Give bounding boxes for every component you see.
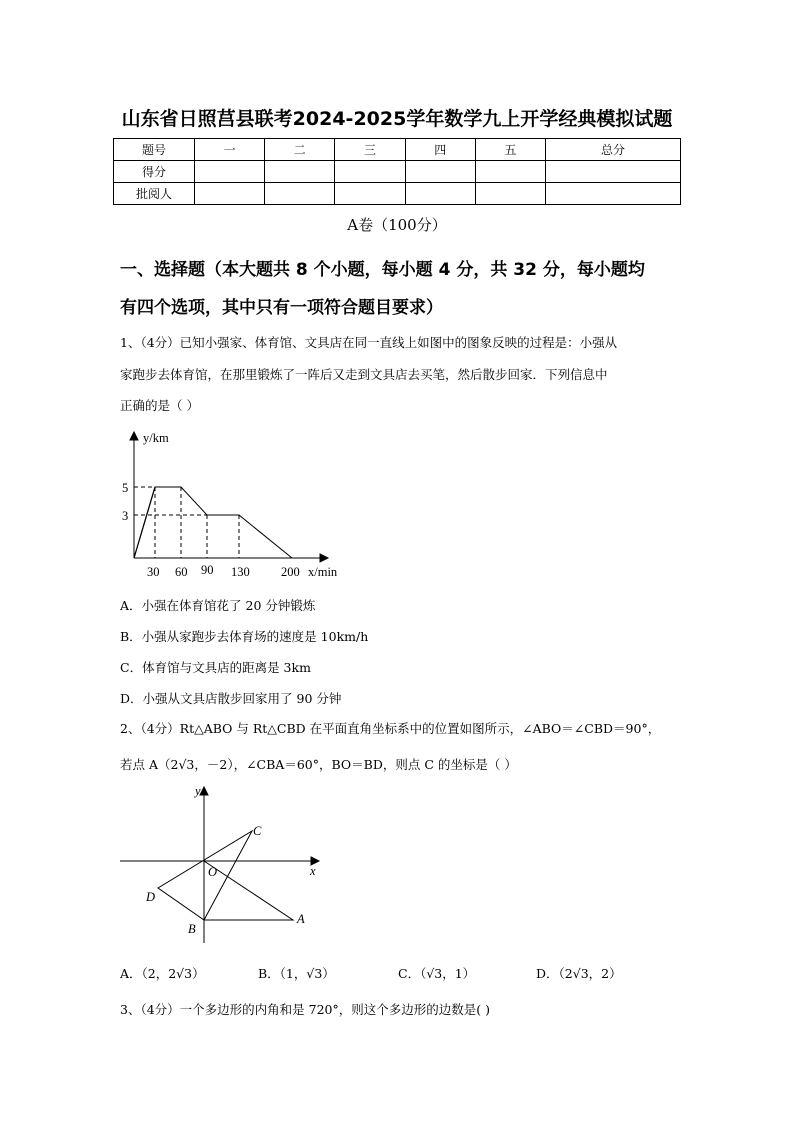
q2-text-line1: 2、（4分）Rt△ABO 与 Rt△CBD 在平面直角坐标系中的位置如图所示，∠ABO＝∠CBD＝90°， [120,721,661,736]
label-a: A [297,912,305,926]
part1-heading-line2: 有四个选项，其中只有一项符合题目要求） [120,298,443,318]
grader-row [114,183,681,205]
x-tick-130: 130 [231,565,250,579]
part1-heading-line1: 一、选择题（本大题共 8 个小题，每小题 4 分，共 32 分，每小题均 [120,260,645,280]
score-cell [335,161,405,183]
score-table-header-row [114,139,681,161]
y-axis-arrow [130,432,138,440]
exam-title: 山东省日照莒县联考2024-2025学年数学九上开学经典模拟试题 [121,108,673,130]
label-d: D [146,890,156,904]
x-tick-200: 200 [281,565,300,579]
row-label: 批阅人 [114,183,195,205]
q2-option-b[interactable]: B．（1，√3） [258,966,335,981]
q1-distance-time-graph [115,428,355,583]
q2-coordinate-figure [115,783,330,948]
q2-option-a[interactable]: A．（2，2√3） [120,966,205,981]
header-cell: 三 [335,139,405,161]
score-cell [475,161,545,183]
score-row [114,161,681,183]
y-axis-arrow [200,787,208,795]
score-cell [546,161,681,183]
label-y: y [195,784,201,798]
q1-text-line2: 家跑步去体育馆，在那里锻炼了一阵后又走到文具店去买笔，然后散步回家．下列信息中 [120,367,608,382]
x-tick-60: 60 [175,565,188,579]
q1-option-b[interactable]: B．小强从家跑步去体育场的速度是 10km/h [120,629,369,644]
y-tick-5: 5 [122,481,129,495]
score-table [113,138,681,205]
label-c: C [253,824,262,838]
y-axis-label: y/km [143,431,169,445]
q1-text-line1: 1、（4分）已知小强家、体育馆、文具店在同一直线上如图中的图象反映的过程是：小强从 [120,335,618,350]
q2-option-d[interactable]: D．（2√3，2） [536,966,622,981]
x-tick-30: 30 [147,565,160,579]
row-label: 得分 [114,161,195,183]
triangle-cbd [158,831,252,920]
label-o: O [208,865,218,879]
x-axis-arrow [320,554,328,562]
header-cell: 四 [405,139,475,161]
grader-cell [195,183,265,205]
q2-text-line2: 若点 A（2√3，－2），∠CBA＝60°，BO＝BD，则点 C 的坐标是（ ） [120,757,517,772]
q3-text-line1: 3、（4分）一个多边形的内角和是 720°，则这个多边形的边数是( ) [120,1002,490,1017]
x-axis-label: x/min [308,565,338,579]
q1-text-line3: 正确的是（ ） [120,398,199,413]
grader-cell [265,183,335,205]
grader-cell [335,183,405,205]
header-cell: 五 [475,139,545,161]
header-cell: 总分 [546,139,681,161]
grader-cell [475,183,545,205]
q1-option-d[interactable]: D．小强从文具店散步回家用了 90 分钟 [120,691,342,706]
grader-cell [546,183,681,205]
score-cell [195,161,265,183]
label-x: x [310,864,316,878]
header-cell: 一 [195,139,265,161]
header-cell: 题号 [114,139,195,161]
score-cell [265,161,335,183]
q2-option-c[interactable]: C．（√3，1） [398,966,476,981]
q1-option-c[interactable]: C．体育馆与文具店的距离是 3km [120,660,311,675]
score-cell [405,161,475,183]
q1-option-a[interactable]: A．小强在体育馆花了 20 分钟锻炼 [120,598,316,613]
section-a-title: A卷（100分） [347,216,447,234]
header-cell: 二 [265,139,335,161]
y-tick-3: 3 [122,509,129,523]
triangle-abo [204,861,293,920]
x-tick-90: 90 [201,563,214,577]
label-b: B [188,922,196,936]
grader-cell [405,183,475,205]
journey-line [134,487,292,558]
